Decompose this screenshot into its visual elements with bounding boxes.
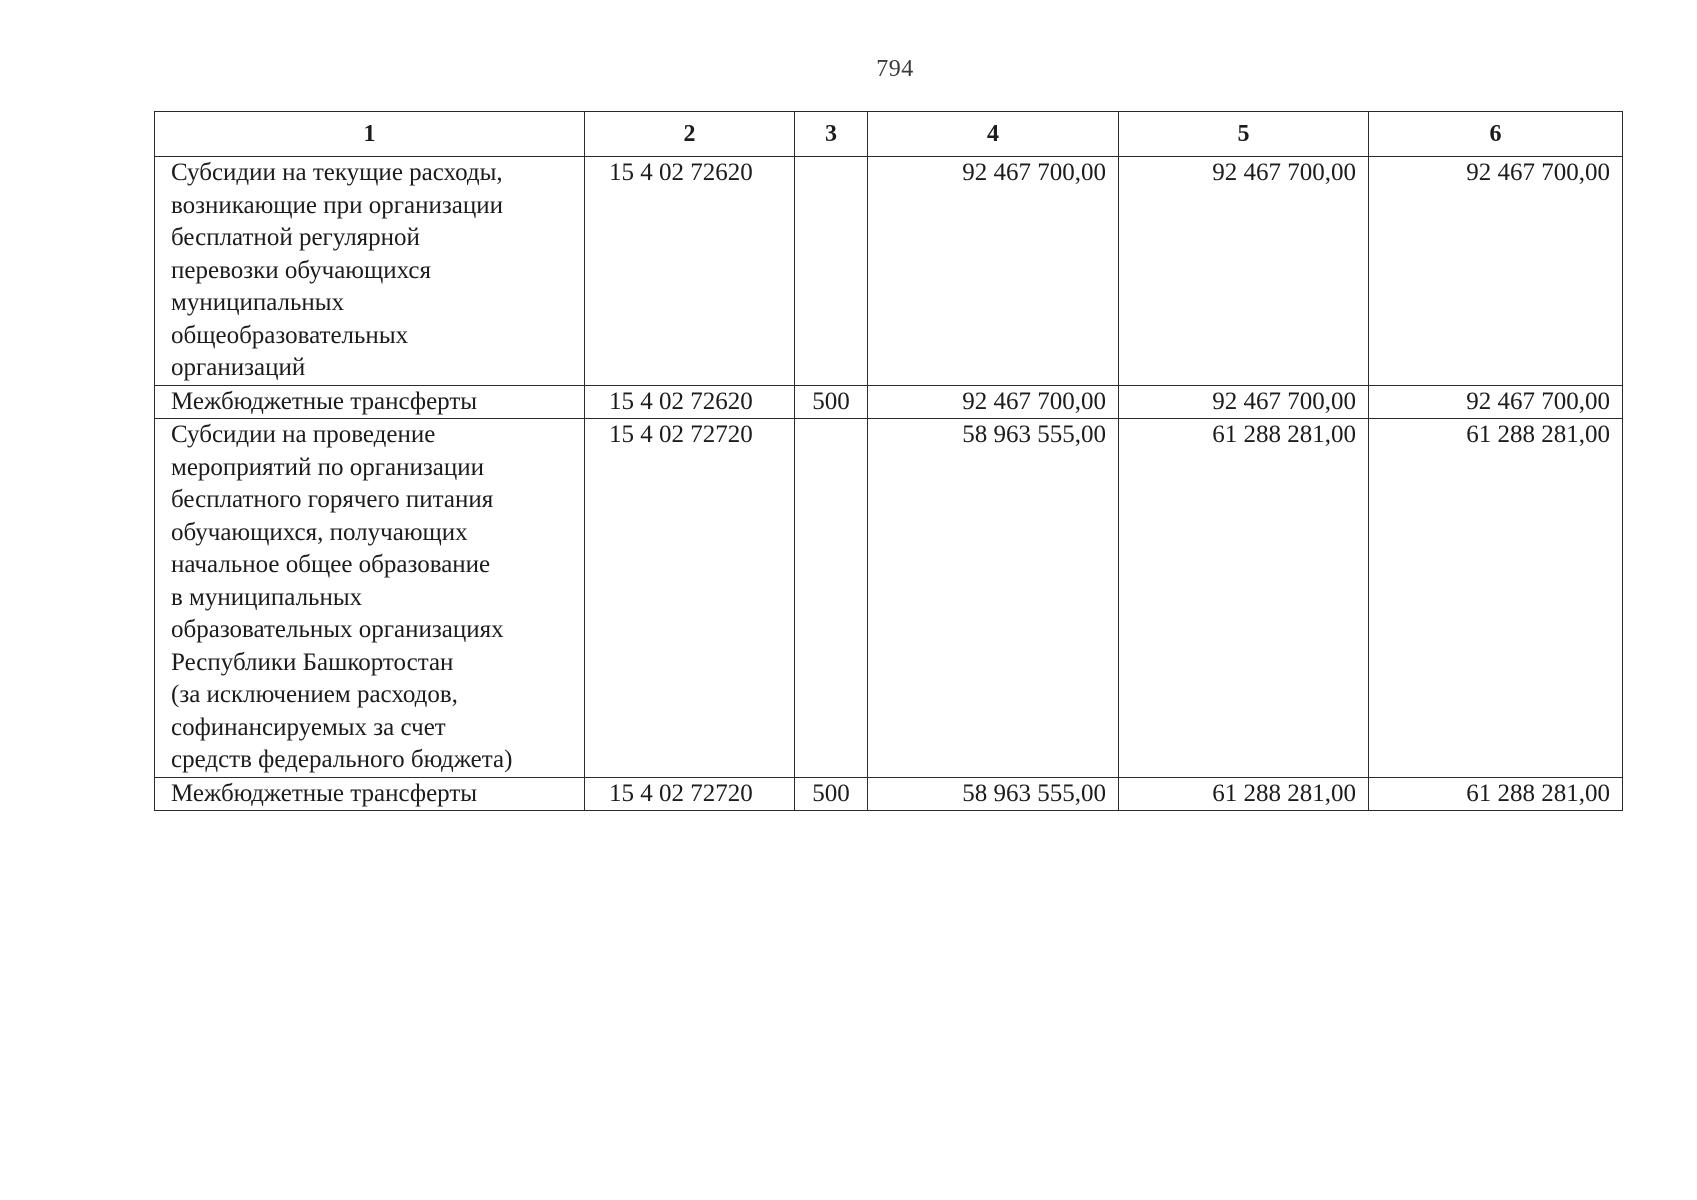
expense-type xyxy=(795,157,868,386)
description-line: образовательных организациях xyxy=(171,616,504,643)
amount-col-5: 61 288 281,00 xyxy=(1119,419,1369,778)
table-row xyxy=(155,419,1623,778)
amount-col-6: 92 467 700,00 xyxy=(1369,157,1623,386)
budget-table xyxy=(154,111,1623,811)
target-code: 15 4 02 72620 xyxy=(585,385,795,419)
column-header-5: 5 xyxy=(1119,112,1369,157)
description-line: бесплатной регулярной xyxy=(171,224,420,251)
description-line: софинансируемых за счет xyxy=(171,713,446,741)
amount-col-4: 92 467 700,00 xyxy=(868,157,1119,386)
row-description xyxy=(155,419,585,778)
column-header-1: 1 xyxy=(155,112,585,157)
amount-col-6: 92 467 700,00 xyxy=(1369,385,1623,419)
description-line: Субсидии на проведение xyxy=(171,421,436,448)
description-line: Межбюджетные трансферты xyxy=(171,387,478,415)
description-line: мероприятий по организации xyxy=(171,453,484,481)
row-description xyxy=(155,777,585,811)
amount-col-5: 92 467 700,00 xyxy=(1119,385,1369,419)
column-header-4: 4 xyxy=(868,112,1119,157)
table-row xyxy=(155,157,1623,386)
description-line: организаций xyxy=(171,354,306,381)
amount-col-6: 61 288 281,00 xyxy=(1369,777,1623,811)
amount-col-4: 58 963 555,00 xyxy=(868,777,1119,811)
amount-col-5: 61 288 281,00 xyxy=(1119,777,1369,811)
table-row xyxy=(155,385,1623,419)
description-line: в муниципальных xyxy=(171,583,363,611)
expense-type: 500 xyxy=(795,777,868,811)
header-row xyxy=(155,112,1623,157)
column-header-3: 3 xyxy=(795,112,868,157)
page-number: 794 xyxy=(876,56,914,82)
description-line: начальное общее образование xyxy=(171,551,491,578)
description-line: Межбюджетные трансферты xyxy=(171,779,478,807)
amount-col-6: 61 288 281,00 xyxy=(1369,419,1623,778)
description-line: общеобразовательных xyxy=(171,321,409,349)
description-line: обучающихся, получающих xyxy=(171,518,468,546)
description-line: Субсидии на текущие расходы, xyxy=(171,159,503,186)
target-code: 15 4 02 72720 xyxy=(585,777,795,811)
column-header-2: 2 xyxy=(585,112,795,157)
description-line: средств федерального бюджета) xyxy=(171,746,513,773)
description-line: Республики Башкортостан xyxy=(171,648,454,676)
target-code: 15 4 02 72720 xyxy=(585,419,795,778)
row-description xyxy=(155,385,585,419)
description-line: муниципальных xyxy=(171,289,345,316)
expense-type: 500 xyxy=(795,385,868,419)
target-code: 15 4 02 72620 xyxy=(585,157,795,386)
amount-col-4: 58 963 555,00 xyxy=(868,419,1119,778)
expense-type xyxy=(795,419,868,778)
row-description xyxy=(155,157,585,386)
amount-col-5: 92 467 700,00 xyxy=(1119,157,1369,386)
description-line: бесплатного горячего питания xyxy=(171,486,494,513)
description-line: возникающие при организации xyxy=(171,191,504,219)
description-line: (за исключением расходов, xyxy=(171,681,458,708)
column-header-6: 6 xyxy=(1369,112,1623,157)
amount-col-4: 92 467 700,00 xyxy=(868,385,1119,419)
description-line: перевозки обучающихся xyxy=(171,256,431,284)
table-row xyxy=(155,777,1623,811)
